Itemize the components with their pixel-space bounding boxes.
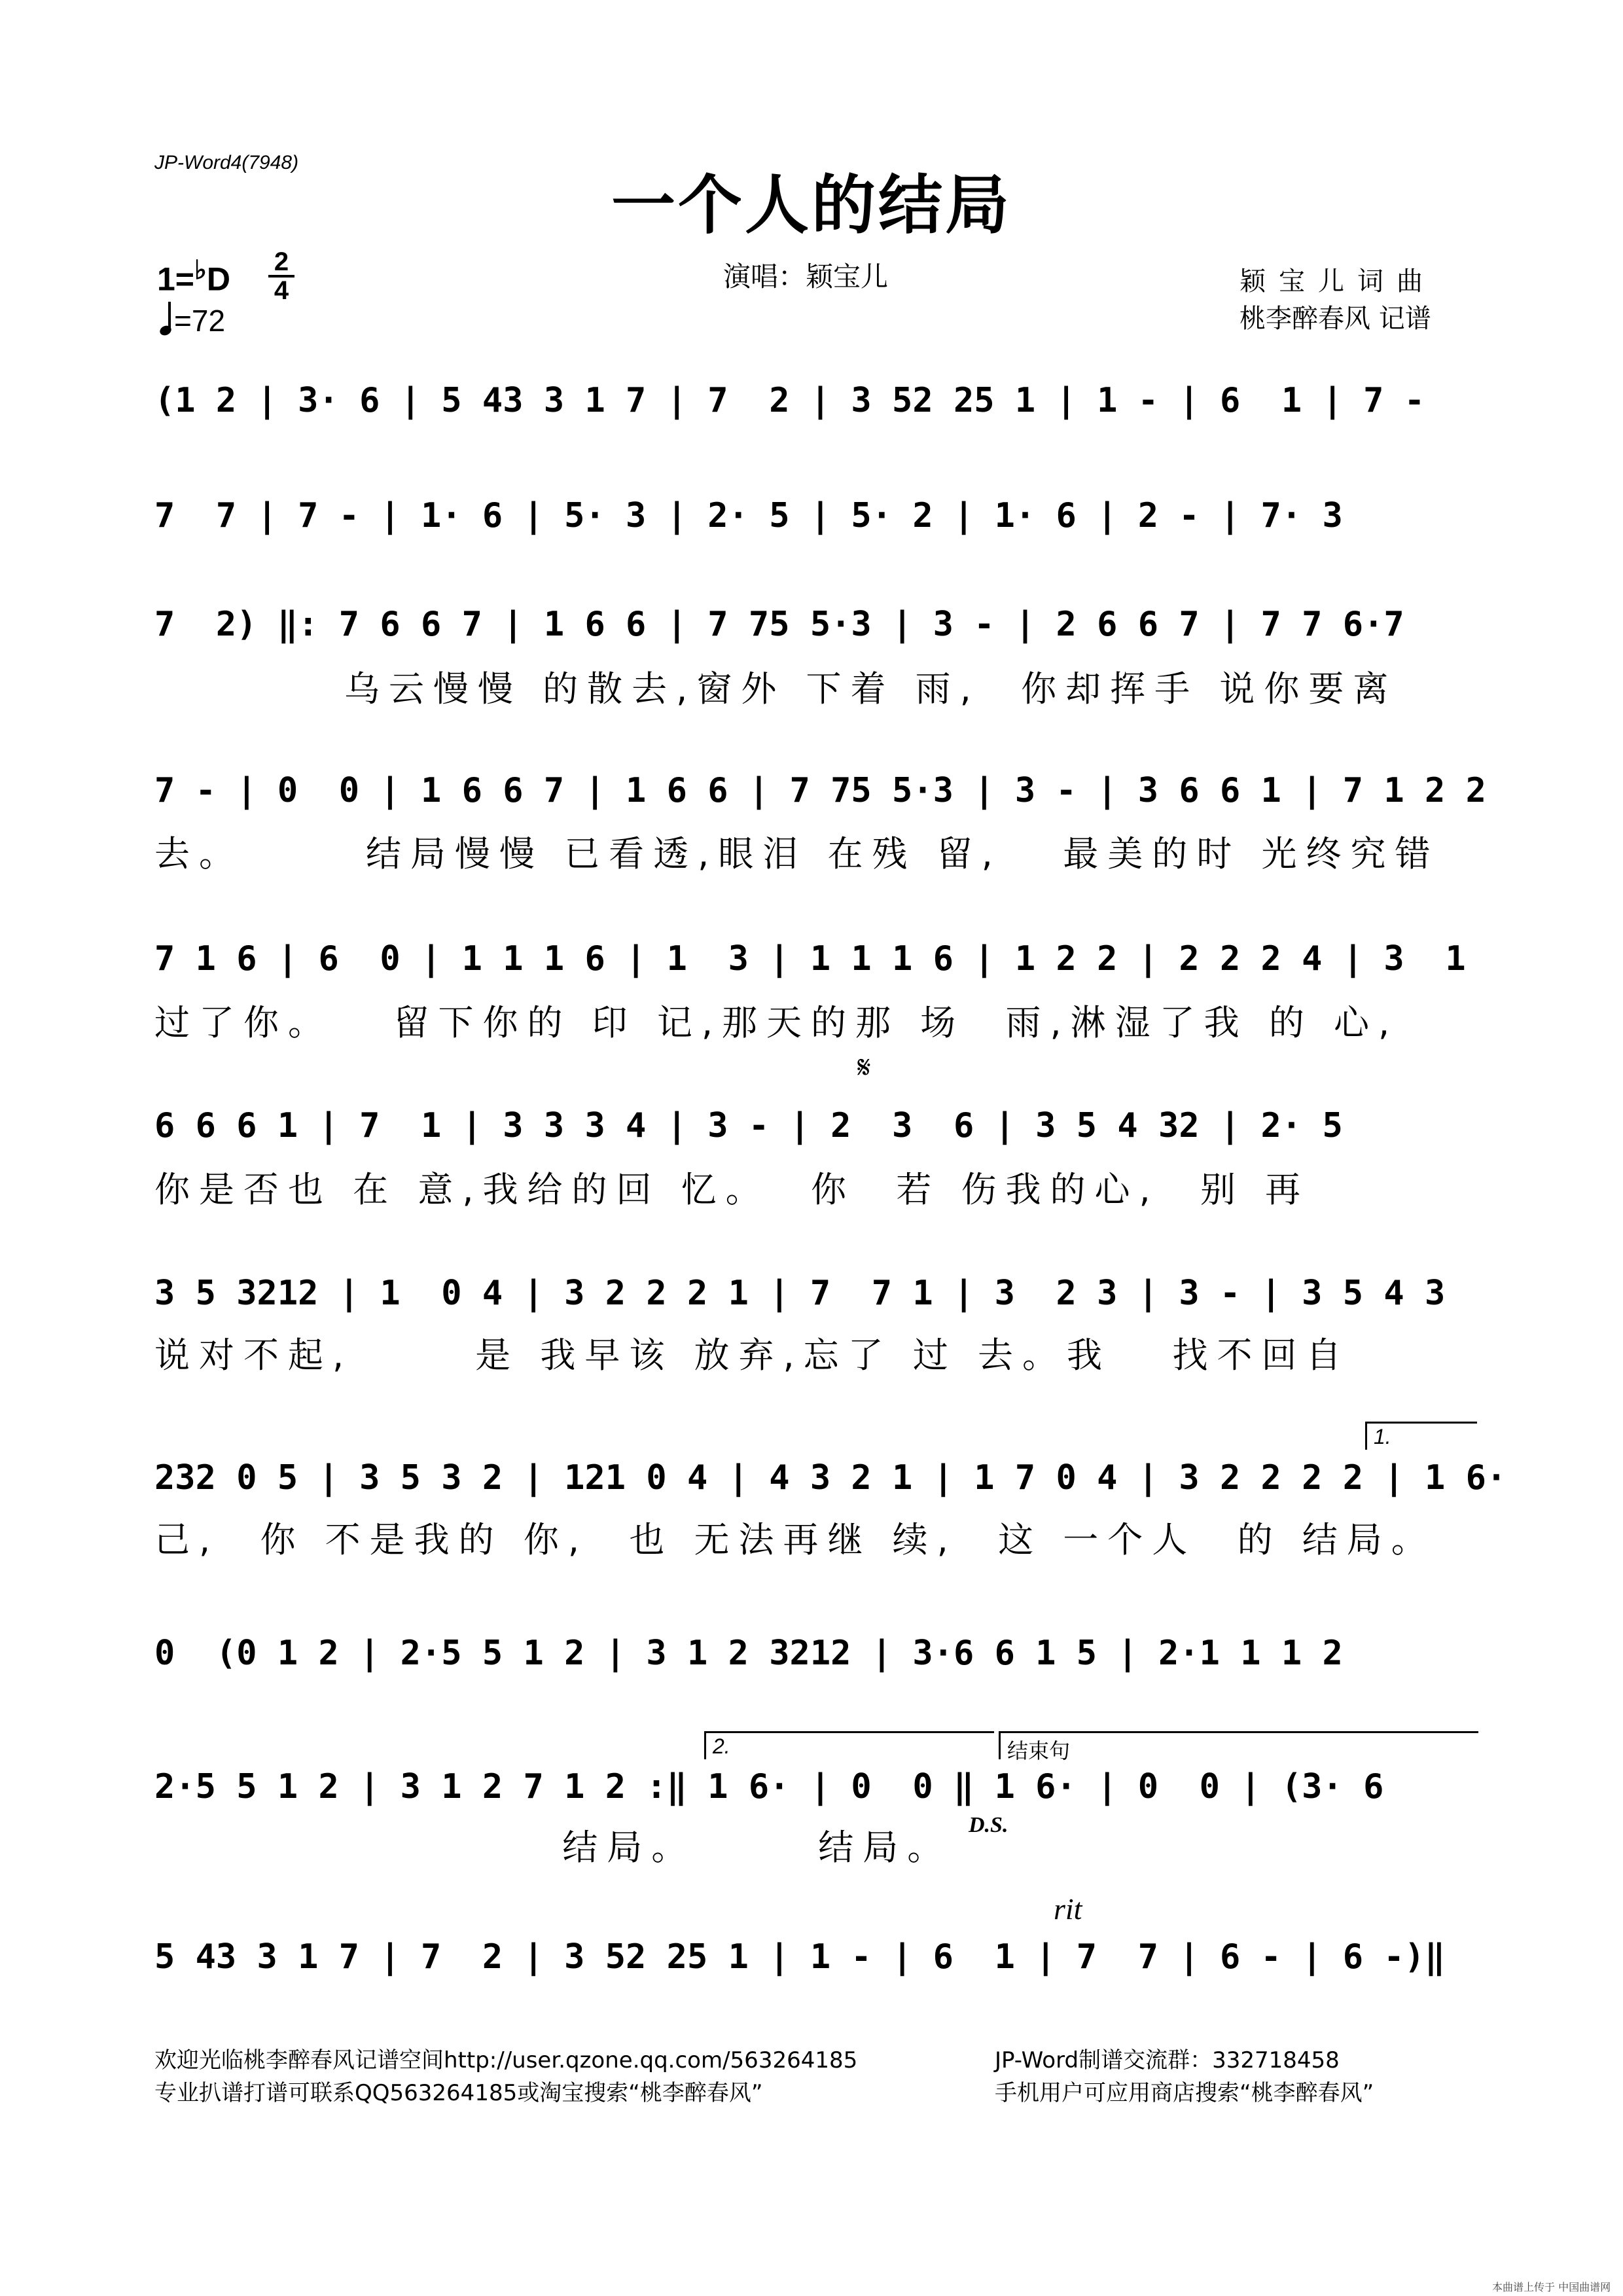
time-signature xyxy=(268,249,294,304)
lyrics-line-7: 说对不起, 是 我早该 放弃,忘了 过 去。我 找不回自 xyxy=(154,1335,1351,1376)
music-line-3: 7 2) ‖: 7 6 6 7 | 1 6 6 | 7 75 5·3 | 3 - | 2 6 6 7 | 7 7 6·7 xyxy=(154,605,1404,644)
software-label: JP-Word4(7948) xyxy=(154,152,299,173)
music-line-10: 2·5 5 1 2 | 3 1 2 7 1 2 :‖ 1 6· | 0 0 ‖ 1 6· | 0 0 | (3· 6 xyxy=(154,1767,1384,1806)
lyrics-line-4: 去。 结局慢慢 已看透,眼泪 在残 留, 最美的时 光终究错 xyxy=(154,833,1440,874)
music-line-5: 7 1 6 | 6 0 | 1 1 1 6 | 1 3 | 1 1 1 6 | 1 2 2 | 2 2 2 4 | 3 1 xyxy=(154,939,1466,978)
first-ending-bracket xyxy=(1365,1422,1477,1450)
first-ending-label: 1. xyxy=(1374,1425,1391,1448)
lyrics-line-8: 己, 你 不是我的 你, 也 无法再继 续, 这 一个人 的 结局。 xyxy=(154,1519,1436,1560)
second-ending-label: 2. xyxy=(713,1734,730,1758)
lyrics-line-3: 乌云慢慢 的散去,窗外 下着 雨, 你却挥手 说你要离 xyxy=(344,668,1398,709)
segno-icon: 𝄋 xyxy=(857,1049,871,1086)
footer-website: 欢迎光临桃李醉春风记谱空间http://user.qzone.qq.com/563264185 xyxy=(154,2047,858,2073)
lyrics-line-10: 结局。 结局。 xyxy=(154,1827,952,1868)
tempo-marking xyxy=(160,303,225,338)
key-signature xyxy=(157,255,230,298)
ending-phrase-label: 结束句 xyxy=(1007,1738,1071,1763)
second-ending-bracket xyxy=(704,1731,994,1759)
song-title: 一个人的结局 xyxy=(611,168,1012,243)
lyrics-line-6: 你是否也 在 意,我给的回 忆。 你 若 伤我的心, 别 再 xyxy=(154,1169,1310,1210)
dal-segno-marking: D.S. xyxy=(969,1813,1008,1837)
music-line-6: 6 6 6 1 | 7 1 | 3 3 3 4 | 3 - | 2 3 6 | 3 5 4 32 | 2· 5 xyxy=(154,1106,1343,1145)
music-line-4: 7 - | 0 0 | 1 6 6 7 | 1 6 6 | 7 75 5·3 | 3 - | 3 6 6 1 | 7 1 2 2 xyxy=(154,771,1486,810)
watermark: 本曲谱上传于 中国曲谱网 xyxy=(1492,2281,1611,2293)
ending-phrase-bracket xyxy=(999,1731,1478,1763)
flat-sign: ♭ xyxy=(194,256,207,285)
music-line-7: 3 5 3212 | 1 0 4 | 3 2 2 2 1 | 7 7 1 | 3 2 3 | 3 - | 3 5 4 3 xyxy=(154,1274,1446,1313)
footer-group: JP-Word制谱交流群：332718458 xyxy=(995,2047,1340,2073)
time-signature-bottom: 4 xyxy=(268,275,294,304)
music-line-8: 232 0 5 | 3 5 3 2 | 121 0 4 | 4 3 2 1 | 1 7 0 4 | 3 2 2 2 2 | 1 6· xyxy=(154,1458,1507,1498)
lyrics-music-credit: 颖宝儿词曲 xyxy=(1240,266,1436,296)
music-line-11: 5 43 3 1 7 | 7 2 | 3 52 25 1 | 1 - | 6 1 | 7 7 | 6 - | 6 -)‖ xyxy=(154,1937,1446,1977)
footer-contact: 专业扒谱打谱可联系QQ563264185或淘宝搜索“桃李醉春风” xyxy=(154,2080,763,2106)
key-letter: D xyxy=(206,260,230,298)
lyrics-line-5: 过了你。 留下你的 印 记,那天的那 场 雨,淋湿了我 的 心, xyxy=(154,1002,1399,1043)
music-line-1: (1 2 | 3· 6 | 5 43 3 1 7 | 7 2 | 3 52 25 1 | 1 - | 6 1 | 7 - xyxy=(154,381,1425,420)
ritardando-marking: rit xyxy=(1054,1892,1082,1926)
note-stem xyxy=(168,302,171,331)
footer-app-store: 手机用户可应用商店搜索“桃李醉春风” xyxy=(995,2080,1374,2106)
key-prefix: 1= xyxy=(157,260,195,298)
transcriber-credit: 桃李醉春风 记谱 xyxy=(1240,304,1431,334)
tempo-value: =72 xyxy=(174,304,226,338)
music-line-9: 0 (0 1 2 | 2·5 5 1 2 | 3 1 2 3212 | 3·6 6 1 5 | 2·1 1 1 2 xyxy=(154,1634,1343,1673)
performer: 演唱：颖宝儿 xyxy=(723,260,889,293)
music-line-2: 7 7 | 7 - | 1· 6 | 5· 3 | 2· 5 | 5· 2 | 1· 6 | 2 - | 7· 3 xyxy=(154,496,1343,535)
time-signature-top: 2 xyxy=(274,247,289,276)
